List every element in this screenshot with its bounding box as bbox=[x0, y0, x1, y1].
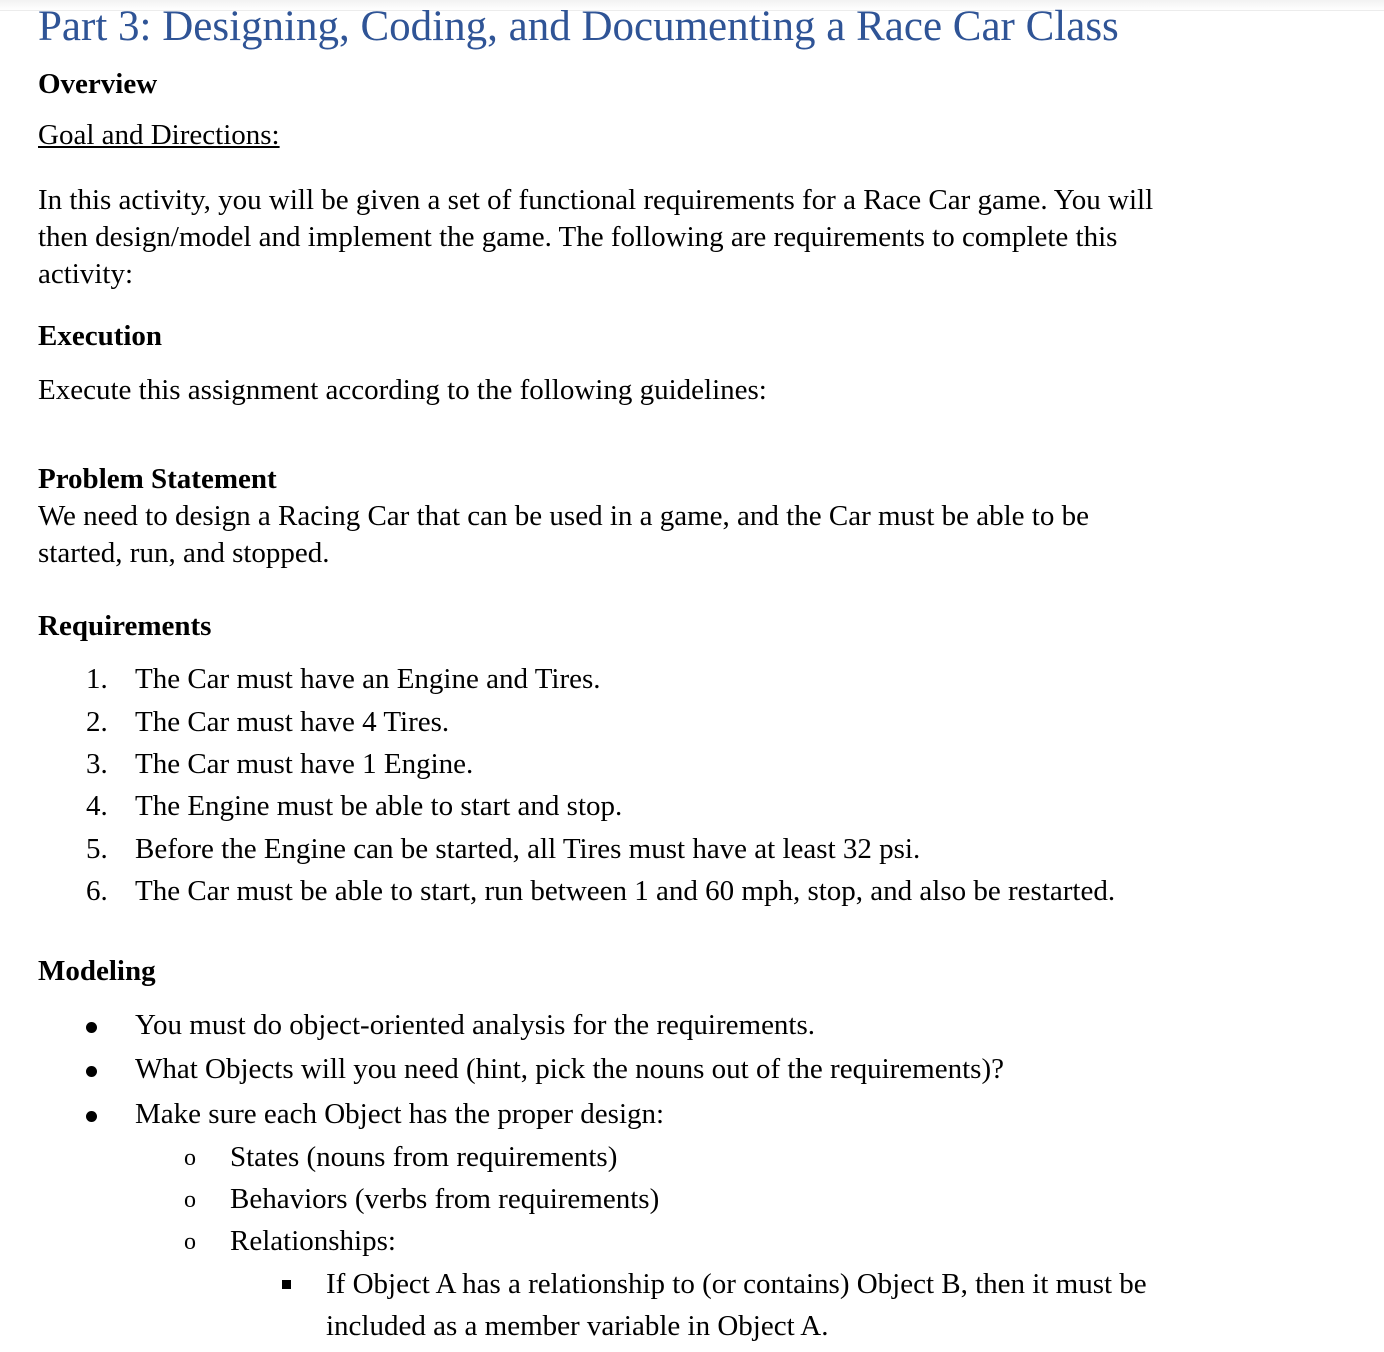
requirement-item: The Car must have 4 Tires. bbox=[135, 706, 450, 738]
requirement-item: The Car must have an Engine and Tires. bbox=[135, 663, 601, 695]
bullet-dot-icon bbox=[86, 1066, 97, 1077]
problem-line-2: started, run, and stopped. bbox=[38, 537, 330, 569]
modeling-sub-bullet: Behaviors (verbs from requirements) bbox=[230, 1183, 660, 1215]
bullet-dot-icon bbox=[86, 1111, 97, 1122]
modeling-heading: Modeling bbox=[38, 955, 156, 987]
requirement-item: The Engine must be able to start and stop. bbox=[135, 790, 623, 822]
requirement-number: 3. bbox=[86, 748, 108, 780]
requirement-number: 2. bbox=[86, 706, 108, 738]
modeling-sub-bullet: Relationships: bbox=[230, 1225, 396, 1257]
modeling-bullet: You must do object-oriented analysis for the requirements. bbox=[135, 1009, 816, 1041]
modeling-bullet: Make sure each Object has the proper design: bbox=[135, 1098, 665, 1130]
goal-subheading: Goal and Directions: bbox=[38, 119, 280, 151]
requirement-item: Before the Engine can be started, all Tires must have at least 32 psi. bbox=[135, 833, 921, 865]
requirement-number: 1. bbox=[86, 663, 108, 695]
bullet-circle-icon: o bbox=[184, 1187, 196, 1213]
relationship-line-1: If Object A has a relationship to (or contains) Object B, then it must be bbox=[326, 1268, 1147, 1300]
bullet-square-icon bbox=[282, 1280, 291, 1289]
requirement-number: 4. bbox=[86, 790, 108, 822]
problem-heading: Problem Statement bbox=[38, 463, 277, 495]
execution-text: Execute this assignment according to the following guidelines: bbox=[38, 374, 767, 406]
requirements-heading: Requirements bbox=[38, 610, 212, 642]
overview-line-1: In this activity, you will be given a set of functional requirements for a Race Car game. You will bbox=[38, 184, 1154, 216]
problem-line-1: We need to design a Racing Car that can be used in a game, and the Car must be able to be bbox=[38, 500, 1089, 532]
requirement-number: 5. bbox=[86, 833, 108, 865]
page-title: Part 3: Designing, Coding, and Documenting a Race Car Class bbox=[38, 3, 1119, 50]
bullet-circle-icon: o bbox=[184, 1145, 196, 1171]
bullet-dot-icon bbox=[86, 1022, 97, 1033]
overview-line-2: then design/model and implement the game. The following are requirements to complete this bbox=[38, 221, 1118, 253]
execution-heading: Execution bbox=[38, 320, 163, 352]
requirement-number: 6. bbox=[86, 875, 108, 907]
overview-heading: Overview bbox=[38, 68, 158, 100]
overview-line-3: activity: bbox=[38, 258, 134, 290]
requirement-item: The Car must be able to start, run between 1 and 60 mph, stop, and also be restarted. bbox=[135, 875, 1116, 907]
relationship-line-2: included as a member variable in Object A. bbox=[326, 1310, 829, 1342]
modeling-sub-bullet: States (nouns from requirements) bbox=[230, 1141, 618, 1173]
modeling-bullet: What Objects will you need (hint, pick the nouns out of the requirements)? bbox=[135, 1053, 1004, 1085]
bullet-circle-icon: o bbox=[184, 1229, 196, 1255]
requirement-item: The Car must have 1 Engine. bbox=[135, 748, 474, 780]
